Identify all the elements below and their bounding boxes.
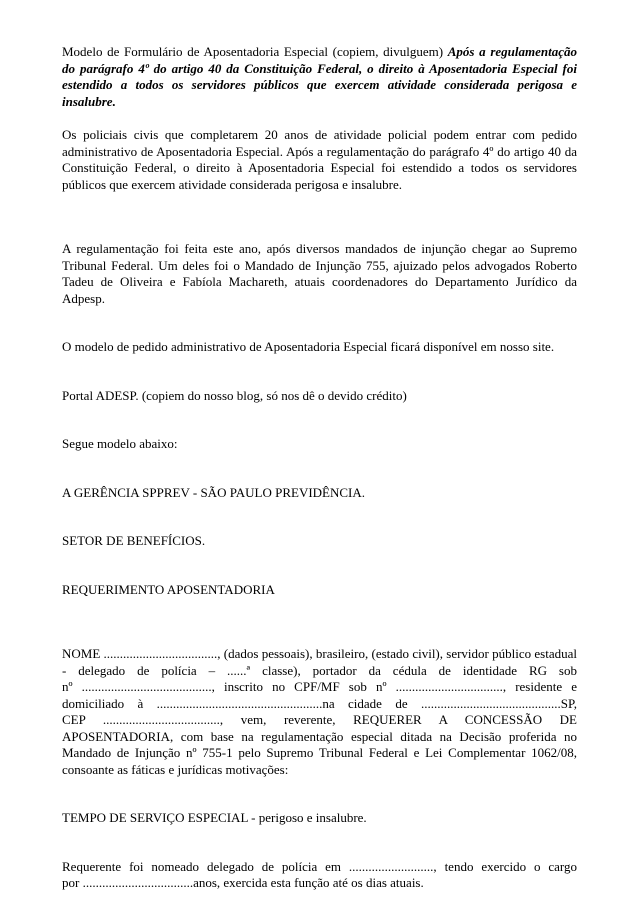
nome-line: NOME ..................................., (dados pessoais), brasileiro, (estado civil), servidor público estadual <box>62 646 577 661</box>
policiais-paragraph: Os policiais civis que completarem 20 anos de atividade policial podem entrar com pedido administrativo de Aposentadoria Especial. Após a regulamentação do parágrafo 4º do artigo 40 da Constituição Federal, o direito à Aposentadoria Especial foi estendido a todos os servidores públicos que exercem atividade considerada perigosa e insalubre. <box>62 127 577 192</box>
requerente-line: por ..................................anos, exercida esta função até os dias atuais. <box>62 875 424 890</box>
requerimento-heading: REQUERIMENTO APOSENTADORIA <box>62 581 275 597</box>
nome-line: - delegado de polícia – ......ª classe), portador da cédula de identidade RG sob <box>62 662 577 678</box>
requerente-line: Requerente foi nomeado delegado de polícia em .........................., tendo exercido o cargo <box>62 858 577 874</box>
gerencia-heading: A GERÊNCIA SPPREV - SÃO PAULO PREVIDÊNCIA. <box>62 484 366 500</box>
nome-line: APOSENTADORIA, com base na regulamentação especial ditada na Decisão proferida no <box>62 728 577 744</box>
tempo-heading: TEMPO DE SERVIÇO ESPECIAL - perigoso e insalubre. <box>62 810 367 825</box>
regulamentacao-paragraph: A regulamentação foi feita este ano, após diversos mandados de injunção chegar ao Supremo Tribunal Federal. Um deles foi o Mandado de Injunção 755, ajuizado pelos advogados Roberto Tadeu de Oliveira e Fabíola Machareth, atuais coordenadores do Departamento Jurídico da Adpesp. <box>62 241 577 306</box>
document-page <box>62 44 577 892</box>
intro-emphasis-text: Após a regulamentação do parágrafo 4º do artigo 40 da Constituição Federal, o direito à Aposentadoria Especial foi estendido a todos os servidores públicos que exercem atividade considerada perigosa e insalubre. <box>62 44 577 109</box>
requerente-paragraph <box>62 859 577 892</box>
nome-line: nº ........................................, inscrito no CPF/MF sob nº ................................., residente e <box>62 679 577 694</box>
nome-line: CEP ...................................., vem, reverente, REQUERER A CONCESSÃO DE <box>62 712 577 727</box>
segue-paragraph: Segue modelo abaixo: <box>62 436 178 451</box>
portal-paragraph: Portal ADESP. (copiem do nosso blog, só nos dê o devido crédito) <box>62 387 407 403</box>
nome-line: domiciliado à ...................................................na cidade de ...........................................SP, <box>62 695 577 711</box>
nome-line: Mandado de Injunção nº 755-1 pelo Supremo Tribunal Federal e Lei Complementar 1062/08, <box>62 745 577 760</box>
intro-text: Modelo de Formulário de Aposentadoria Especial (copiem, divulguem) <box>62 44 448 59</box>
modelo-paragraph: O modelo de pedido administrativo de Aposentadoria Especial ficará disponível em nosso site. <box>62 339 555 354</box>
setor-heading: SETOR DE BENEFÍCIOS. <box>62 533 206 548</box>
intro-paragraph <box>62 44 577 110</box>
nome-paragraph <box>62 646 577 778</box>
nome-line: consoante as fáticas e jurídicas motivações: <box>62 761 289 777</box>
